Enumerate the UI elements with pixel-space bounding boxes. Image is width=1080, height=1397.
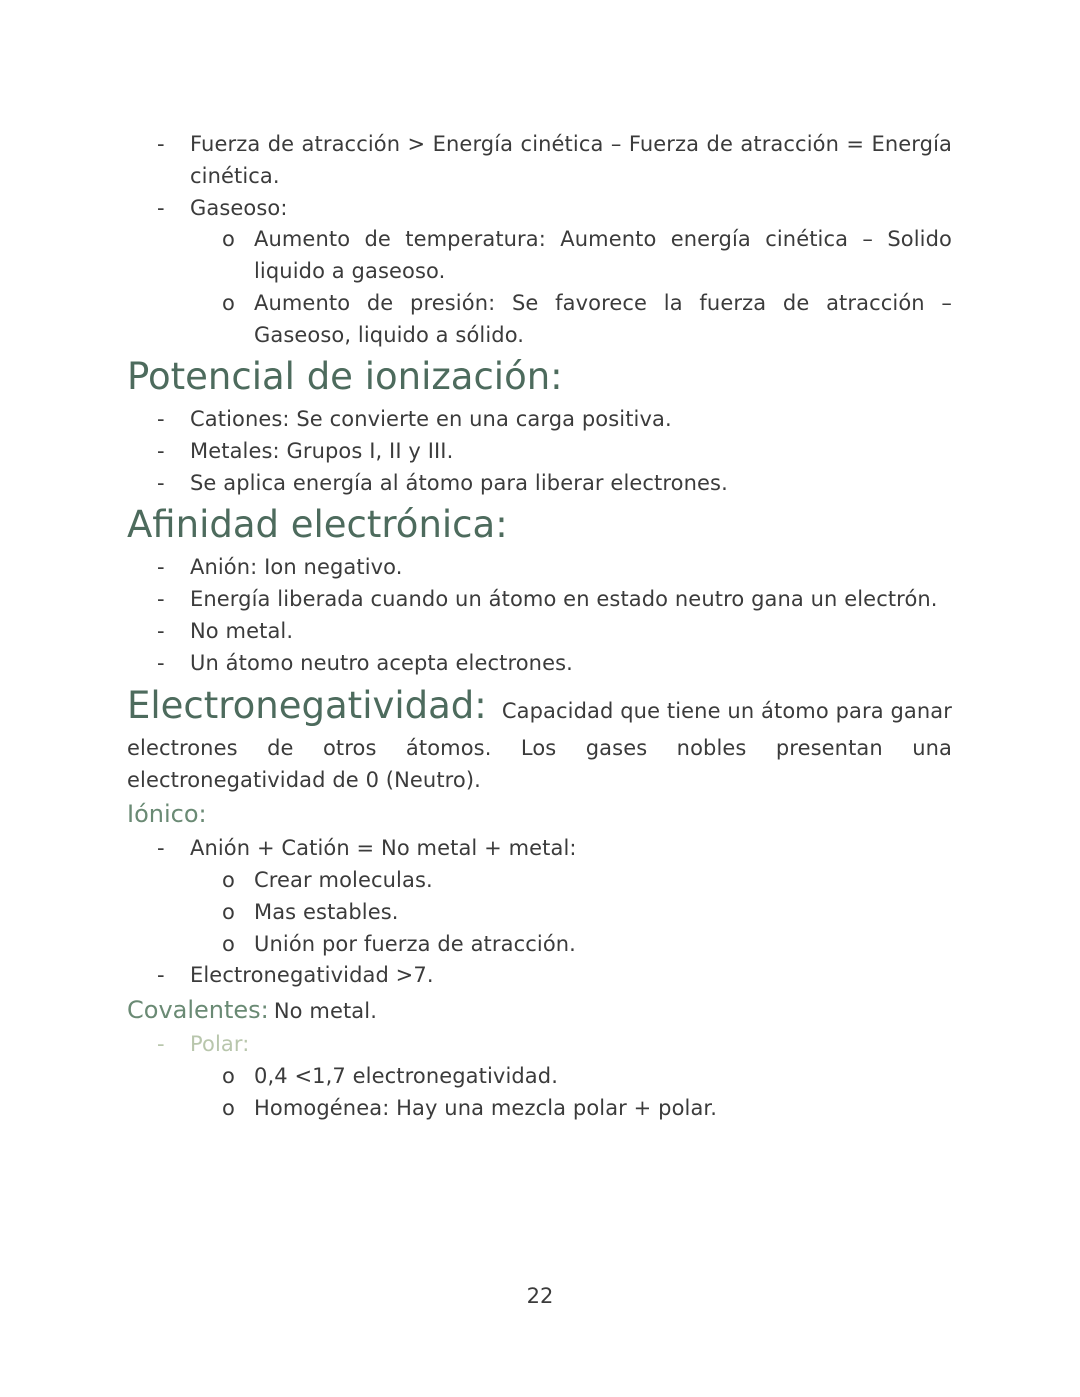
paragraph-text: Capacidad que tiene un átomo para ganar	[501, 699, 952, 723]
covalentes-line	[127, 994, 952, 1027]
list-item: - Electronegatividad >7.	[190, 959, 952, 991]
list-item: - Anión + Catión = No metal + metal:	[190, 832, 952, 864]
electronegatividad-heading-line	[127, 684, 952, 730]
sub-list-item: o Unión por fuerza de atracción.	[254, 928, 952, 960]
list-item: - Se aplica energía al átomo para liberar electrones.	[190, 467, 952, 499]
section-title-electronegatividad: Electronegatividad:	[127, 684, 487, 727]
sub-list-item: o Mas estables.	[254, 896, 952, 928]
list-item: - Energía liberada cuando un átomo en estado neutro gana un electrón.	[190, 583, 952, 615]
list-item: - No metal.	[190, 615, 952, 647]
sub-list-item: o Crear moleculas.	[254, 864, 952, 896]
sub-list-item: o Aumento de temperatura: Aumento energía cinética – Solido liquido a gaseoso.	[254, 223, 952, 287]
paragraph-text: No metal.	[273, 999, 377, 1023]
list-item: - Cationes: Se convierte en una carga positiva.	[190, 403, 952, 435]
section-title-ionizacion: Potencial de ionización:	[127, 355, 563, 398]
paragraph-text: electrones de otros átomos. Los gases nobles presentan una	[127, 736, 952, 760]
subsection-title-ionico: Iónico:	[127, 800, 207, 828]
sub-list-item: o Homogénea: Hay una mezcla polar + polar.	[254, 1092, 952, 1124]
list-item: - Gaseoso:	[190, 192, 952, 224]
list-item: - Metales: Grupos I, II y III.	[190, 435, 952, 467]
list-item: - Un átomo neutro acepta electrones.	[190, 647, 952, 679]
sub-list-item: o Aumento de presión: Se favorece la fuerza de atracción – Gaseoso, liquido a sólido.	[254, 287, 952, 351]
section-title-afinidad: Afinidad electrónica:	[127, 503, 508, 546]
sub-list-item: o 0,4 <1,7 electronegatividad.	[254, 1060, 952, 1092]
list-item: - Fuerza de atracción > Energía cinética – Fuerza de atracción = Energía cinética.	[190, 128, 952, 192]
list-item-polar: - Polar:	[190, 1028, 952, 1060]
list-item: - Anión: Ion negativo.	[190, 551, 952, 583]
page-number: 22	[526, 1284, 554, 1308]
subsection-title-covalentes: Covalentes:	[127, 996, 269, 1024]
paragraph-text: electronegatividad de 0 (Neutro).	[127, 768, 481, 792]
